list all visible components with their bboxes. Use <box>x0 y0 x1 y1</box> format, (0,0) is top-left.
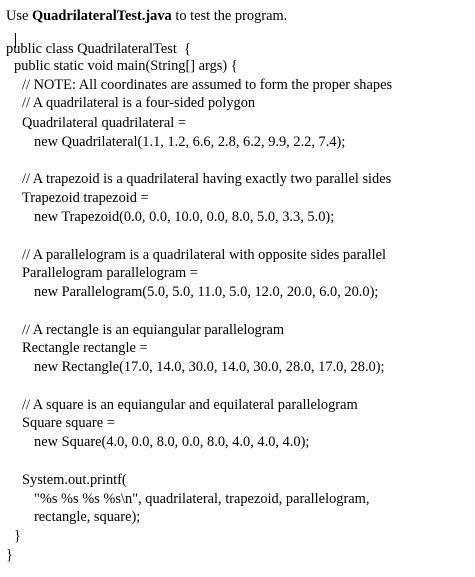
code-line: Trapezoid trapezoid = <box>22 190 149 206</box>
code-line: // A square is an equiangular and equilateral parallelogram <box>22 397 358 413</box>
code-line: public static void main(String[] args) { <box>14 58 238 74</box>
code-line: "%s %s %s %s\n", quadrilateral, trapezoid, parallelogram, <box>34 491 370 507</box>
code-line: // A quadrilateral is a four-sided polygon <box>22 95 256 111</box>
code-line: Quadrilateral quadrilateral = <box>22 115 186 131</box>
code-line: Square square = <box>22 415 115 431</box>
code-line: rectangle, square); <box>34 509 141 525</box>
code-line: // A rectangle is an equiangular parallelogram <box>22 322 285 338</box>
code-line: System.out.printf( <box>22 472 127 488</box>
code-line: // A parallelogram is a quadrilateral with opposite sides parallel <box>22 247 387 263</box>
code-line: // A trapezoid is a quadrilateral having exactly two parallel sides <box>22 171 392 187</box>
intro-filename: QuadrilateralTest.java <box>31 8 172 24</box>
code-line: new Rectangle(17.0, 14.0, 30.0, 14.0, 30.0, 28.0, 17.0, 28.0); <box>34 359 385 375</box>
code-line: // NOTE: All coordinates are assumed to form the proper shapes <box>22 77 393 93</box>
code-line: } <box>6 547 13 563</box>
code-line: public class QuadrilateralTest { <box>6 41 191 57</box>
intro-suffix: to test the program. <box>171 8 288 24</box>
intro-prefix: Use <box>6 8 32 24</box>
code-line: } <box>14 528 21 544</box>
code-line: new Quadrilateral(1.1, 1.2, 6.6, 2.8, 6.2, 9.9, 2.2, 7.4); <box>34 134 346 150</box>
code-line: Rectangle rectangle = <box>22 340 148 356</box>
code-line: new Trapezoid(0.0, 0.0, 10.0, 0.0, 8.0, 5.0, 3.3, 5.0); <box>34 209 335 225</box>
code-line: new Parallelogram(5.0, 5.0, 11.0, 5.0, 12.0, 20.0, 6.0, 20.0); <box>34 284 379 300</box>
intro-line <box>6 7 287 25</box>
code-line: new Square(4.0, 0.0, 8.0, 0.0, 8.0, 4.0, 4.0, 4.0); <box>34 434 310 450</box>
code-line: Parallelogram parallelogram = <box>22 265 198 281</box>
